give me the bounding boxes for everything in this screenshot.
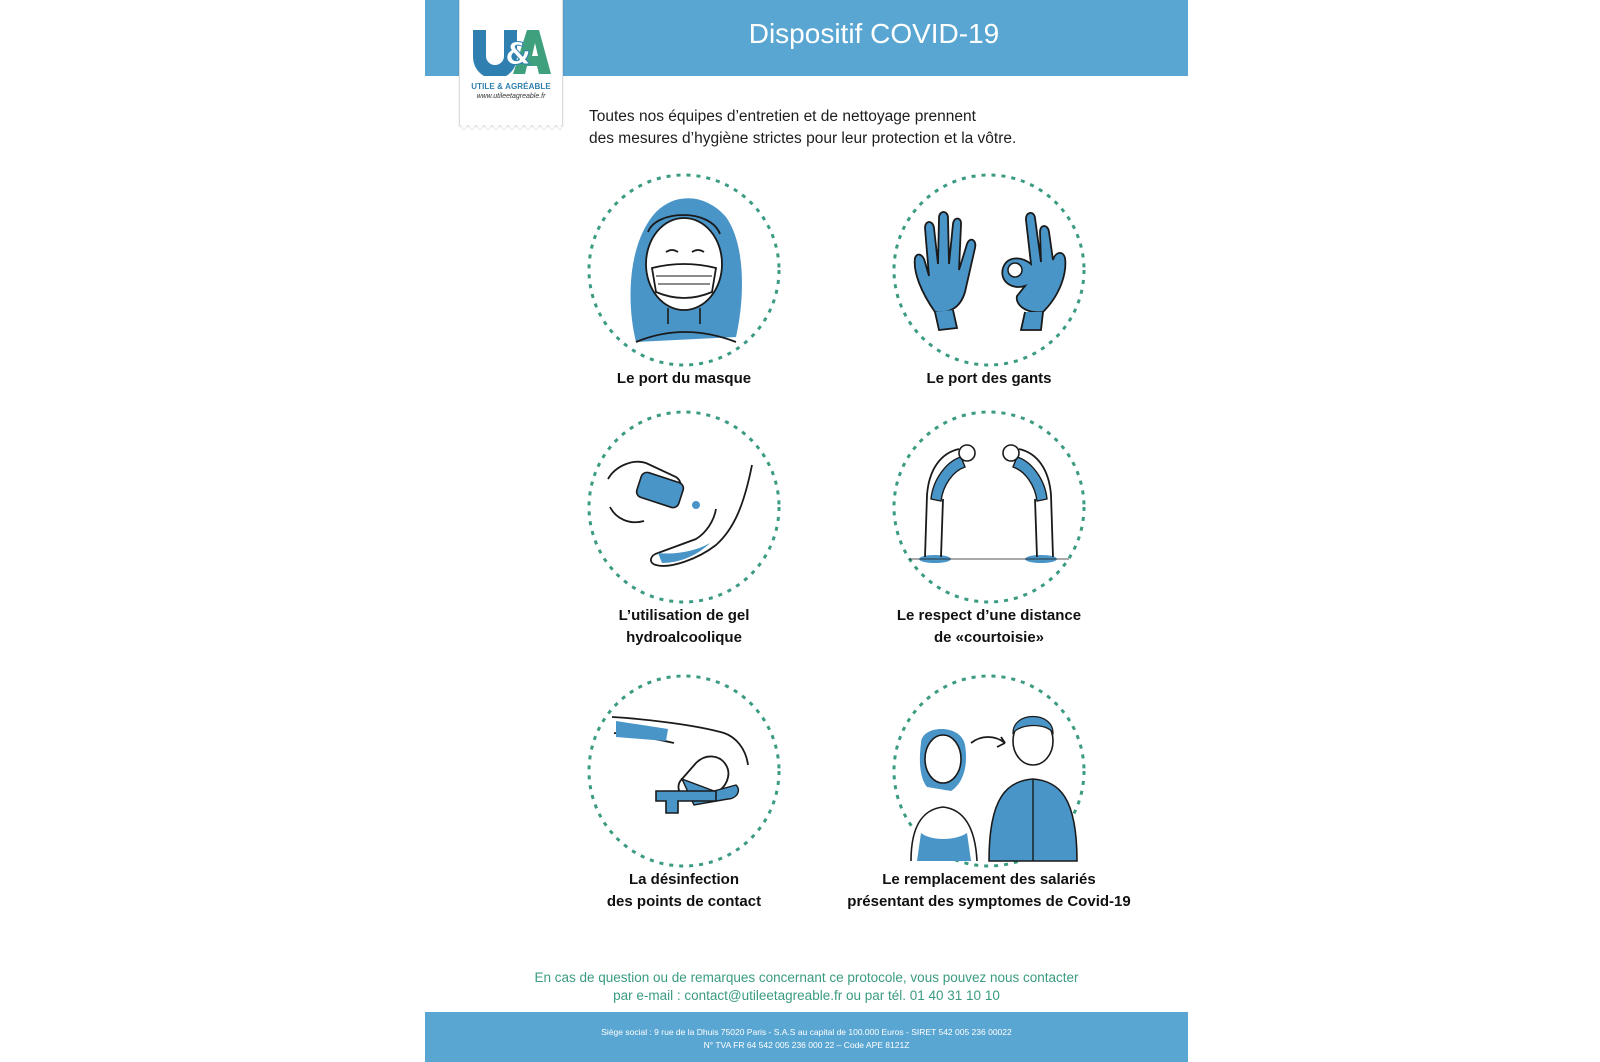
footer-line-2: N° TVA FR 64 542 005 236 000 22 – Code APE 8121Z bbox=[703, 1040, 910, 1050]
hand-gel-icon bbox=[586, 409, 782, 605]
measure-mask bbox=[519, 172, 849, 390]
replacement-icon bbox=[891, 673, 1087, 869]
logo-badge bbox=[459, 0, 563, 126]
svg-text:&: & bbox=[505, 37, 532, 72]
measure-caption bbox=[519, 368, 849, 390]
face-mask-icon bbox=[586, 172, 782, 368]
caption-line: Le port du masque bbox=[616, 370, 752, 387]
caption-line: L’utilisation de gel bbox=[618, 607, 750, 624]
intro-line-1: Toutes nos équipes d’entretien et de nettoyage prennent bbox=[589, 108, 976, 125]
caption-line: Le respect d’une distance bbox=[896, 607, 1082, 624]
caption-line: Le remplacement des salariés bbox=[882, 871, 1096, 888]
footer-banner bbox=[425, 1012, 1188, 1062]
gloves-icon bbox=[891, 172, 1087, 368]
footer-line-1: Siège social : 9 rue de la Dhuis 75020 Paris - S.A.S au capital de 100.000 Euros - SIRET 542 005 236 00022 bbox=[601, 1027, 1012, 1037]
distance-icon bbox=[891, 409, 1087, 605]
measure-disinfection bbox=[519, 673, 849, 913]
contact-line-2: par e-mail : contact@utileetagreable.fr ou par tél. 01 40 31 10 10 bbox=[613, 988, 1000, 1003]
measure-caption bbox=[824, 605, 1154, 649]
measure-gloves bbox=[824, 172, 1154, 390]
page-title: Dispositif COVID-19 bbox=[748, 18, 1000, 49]
measure-replacement bbox=[824, 673, 1154, 913]
measure-caption bbox=[824, 368, 1154, 390]
measure-caption bbox=[824, 869, 1154, 913]
measure-caption bbox=[519, 605, 849, 649]
caption-line: hydroalcoolique bbox=[626, 629, 742, 646]
measure-distance bbox=[824, 409, 1154, 649]
logo-zigzag-edge bbox=[460, 125, 562, 131]
caption-line: présentant des symptomes de Covid-19 bbox=[847, 893, 1131, 910]
intro-text bbox=[589, 106, 1109, 150]
caption-line: des points de contact bbox=[606, 893, 762, 910]
ua-logo-icon bbox=[471, 26, 551, 76]
measure-caption bbox=[519, 869, 849, 913]
contact-info bbox=[425, 969, 1188, 1005]
disinfection-icon bbox=[586, 673, 782, 869]
measure-hand-gel bbox=[519, 409, 849, 649]
caption-line: Le port des gants bbox=[926, 370, 1052, 387]
logo-url: www.utileetagreable.fr bbox=[476, 93, 546, 100]
intro-line-2: des mesures d’hygiène strictes pour leur protection et la vôtre. bbox=[589, 130, 1017, 147]
logo-company-name: UTILE & AGRÉABLE bbox=[471, 82, 551, 91]
caption-line: La désinfection bbox=[628, 871, 740, 888]
caption-line: de «courtoisie» bbox=[933, 629, 1045, 646]
contact-line-1: En cas de question ou de remarques concernant ce protocole, vous pouvez nous contacter bbox=[534, 970, 1079, 985]
covid-poster bbox=[425, 0, 1188, 1062]
